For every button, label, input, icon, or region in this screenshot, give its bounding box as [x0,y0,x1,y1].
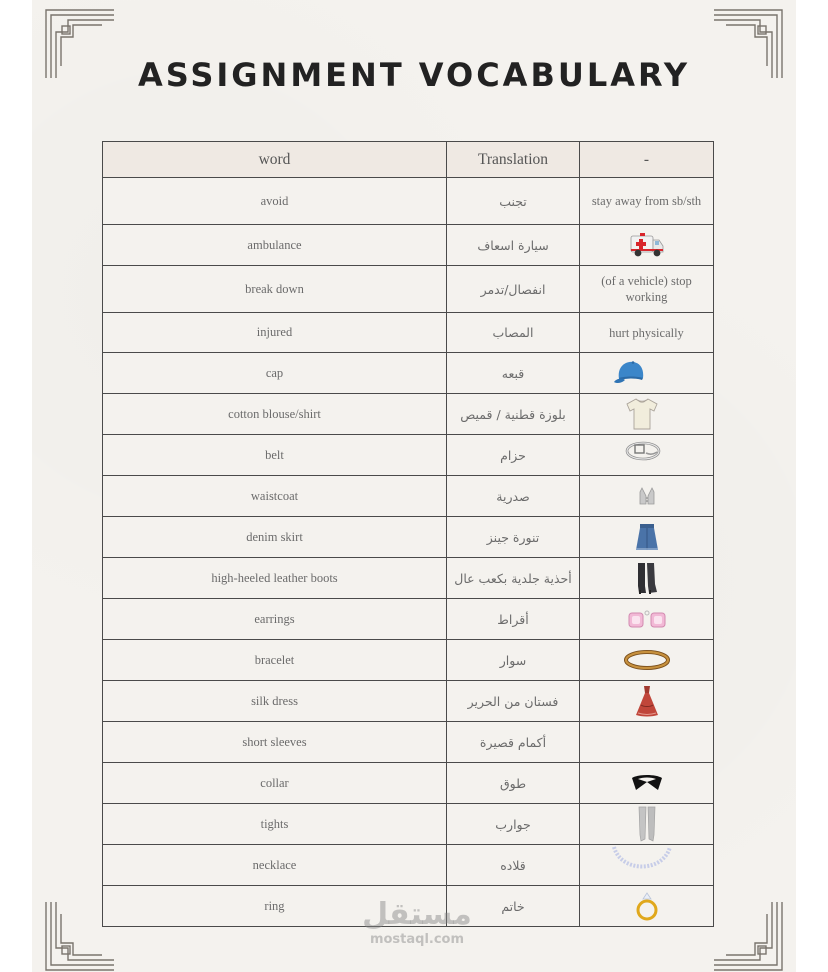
table-row [103,681,714,722]
table-row [103,845,714,886]
waistcoat-icon [635,484,659,508]
translation-cell: فستان من الحرير [447,681,580,722]
translation-cell: قبعه [447,353,580,394]
translation-cell: طوق [447,763,580,804]
table-row [103,722,714,763]
word-cell: short sleeves [103,722,447,763]
page-title: ASSIGNMENT VOCABULARY [137,56,691,94]
word-cell: cap [103,353,447,394]
bracelet-icon [623,647,671,673]
skirt-icon [630,520,664,554]
table-row [103,476,714,517]
dress-icon [630,683,664,719]
collar-icon [628,770,666,796]
word-cell: earrings [103,599,447,640]
image-cell [580,225,714,266]
definition-cell: (of a vehicle) stop working [580,266,714,313]
header-translation: Translation [447,142,580,178]
word-cell: avoid [103,178,447,225]
word-cell: collar [103,763,447,804]
table-row [103,353,714,394]
word-cell: ring [103,886,447,927]
ambulance-icon [628,230,666,260]
translation-cell: المصاب [447,313,580,353]
image-cell [580,681,714,722]
image-cell [580,763,714,804]
watermark-arabic: مستقل [362,897,472,932]
image-cell [580,886,714,927]
word-cell: high-heeled leather boots [103,558,447,599]
image-cell [580,845,714,886]
translation-cell: سوار [447,640,580,681]
table-row [103,599,714,640]
table-row [103,313,714,353]
table-row [103,763,714,804]
word-cell: tights [103,804,447,845]
header-extra: - [580,142,714,178]
image-cell [580,353,714,394]
word-cell: break down [103,266,447,313]
document-page [32,0,796,972]
table-row [103,178,714,225]
word-cell: necklace [103,845,447,886]
translation-cell: أكمام قصيرة [447,722,580,763]
word-cell: bracelet [103,640,447,681]
table-row [103,266,714,313]
image-cell [580,476,714,517]
translation-cell: سيارة اسعاف [447,225,580,266]
table-row [103,394,714,435]
table-row [103,804,714,845]
translation-cell: صدرية [447,476,580,517]
watermark-logo [362,897,472,947]
word-cell: belt [103,435,447,476]
image-cell [580,558,714,599]
definition-cell: hurt physically [580,313,714,353]
tights-icon [632,805,662,843]
header-word: word [103,142,447,178]
image-cell [580,394,714,435]
vocabulary-table [102,141,714,927]
word-cell: denim skirt [103,517,447,558]
word-cell: injured [103,313,447,353]
image-cell [580,640,714,681]
translation-cell: جوارب [447,804,580,845]
translation-cell: أقراط [447,599,580,640]
translation-cell: خاتم [447,886,580,927]
image-cell [580,804,714,845]
earrings-icon [625,607,669,631]
shirt-icon [623,396,661,432]
word-cell: silk dress [103,681,447,722]
translation-cell: تنورة جينز [447,517,580,558]
table-row [103,435,714,476]
image-cell [580,517,714,558]
table-header-row [103,142,714,178]
cap-icon [611,357,649,389]
table-row [103,640,714,681]
image-cell [580,435,714,476]
translation-cell: قلاده [447,845,580,886]
empty-cell [580,722,714,763]
table-row [103,517,714,558]
watermark-latin: mostaql.com [369,932,465,947]
word-cell: ambulance [103,225,447,266]
image-cell [580,599,714,640]
definition-cell: stay away from sb/sth [580,178,714,225]
belt-icon [624,437,662,465]
word-cell: waistcoat [103,476,447,517]
corner-ornament [712,900,784,972]
necklace-icon [611,843,673,879]
word-cell: cotton blouse/shirt [103,394,447,435]
table-row [103,225,714,266]
table-row [103,558,714,599]
ring-icon [633,888,661,924]
translation-cell: حزام [447,435,580,476]
boots-icon [630,560,664,596]
translation-cell: أحذية جلدية بكعب عال [447,558,580,599]
translation-cell: تجنب [447,178,580,225]
translation-cell: انفصال/تدمر [447,266,580,313]
translation-cell: بلوزة قطنية / قميص [447,394,580,435]
